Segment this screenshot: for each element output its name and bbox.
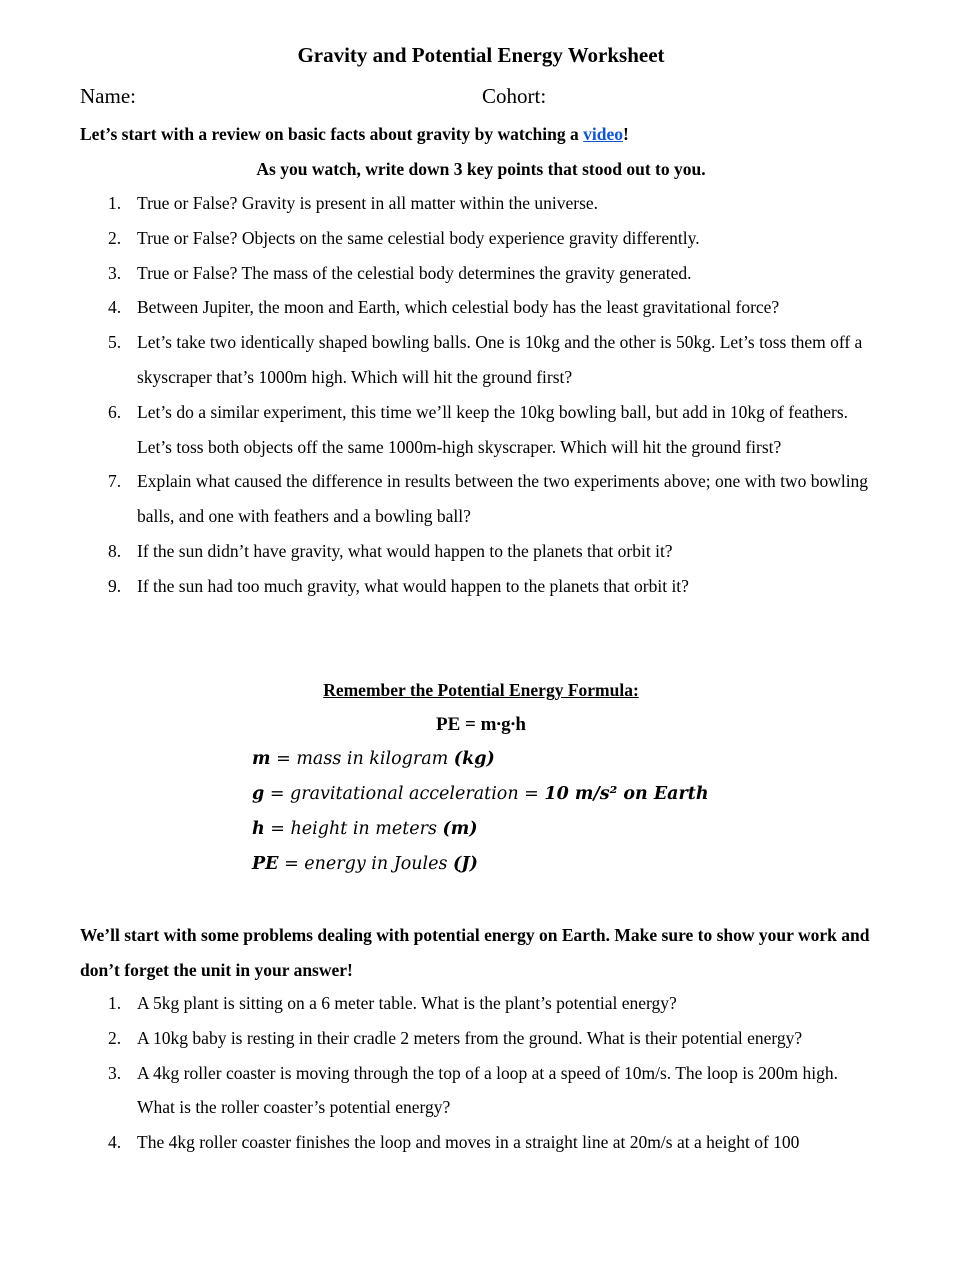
definition-unit: (kg)	[453, 749, 495, 769]
earth-problem-number: 4.	[108, 1132, 122, 1153]
definition-sym: h	[252, 819, 265, 839]
gravity-question-number: 5.	[108, 332, 122, 353]
gravity-question-item	[0, 464, 877, 534]
video-link[interactable]: video	[583, 124, 623, 144]
earth-problems-intro: We’ll start with some problems dealing with potential energy on Earth. Make sure to show your work and don’t forget the unit in your answer!	[80, 925, 870, 980]
gravity-question-text: True or False? The mass of the celestial body determines the gravity generated.	[137, 262, 692, 283]
gravity-question-number: 2.	[108, 227, 122, 248]
formula-heading: Remember the Potential Energy Formula:	[323, 680, 639, 700]
gravity-question-text: Explain what caused the difference in results between the two experiments above; one with two bowling balls, and one with feathers and a bowling ball?	[137, 471, 869, 527]
cohort-label: Cohort:	[482, 84, 547, 108]
gravity-question-list	[0, 186, 877, 604]
definition-unit: (m)	[442, 819, 478, 839]
gravity-question-item	[0, 221, 877, 256]
definition-sym: g	[252, 784, 265, 804]
gravity-question-number: 3.	[108, 262, 122, 283]
earth-problem-number: 1.	[108, 993, 122, 1013]
gravity-question-text: True or False? Gravity is present in all matter within the universe.	[137, 193, 599, 213]
definition-unit: (J)	[453, 854, 478, 874]
earth-problem-item	[0, 1021, 877, 1056]
earth-problem-text: The 4kg roller coaster finishes the loop and moves in a straight line at 20m/s at a height of 100	[137, 1132, 800, 1153]
gravity-question-number: 8.	[108, 540, 122, 561]
gravity-question-number: 9.	[108, 575, 122, 596]
gravity-question-number: 4.	[108, 297, 122, 318]
gravity-question-number: 7.	[108, 471, 122, 492]
definition-sym: PE	[252, 854, 279, 874]
name-label: Name:	[80, 84, 136, 108]
intro-text	[80, 120, 629, 148]
gravity-question-number: 6.	[108, 401, 122, 422]
gravity-question-text: Let’s take two identically shaped bowling balls. One is 10kg and the other is 50kg. Let’s toss them off a skyscraper that’s 1000m high. Which will hit the ground first?	[137, 332, 863, 387]
earth-problem-item	[0, 1125, 877, 1160]
earth-problem-item	[0, 1056, 877, 1126]
formula-definitions	[252, 742, 709, 882]
gravity-question-item	[0, 534, 877, 569]
definition-unit: 10 m/s² on Earth	[544, 784, 709, 804]
gravity-question-item	[0, 569, 877, 604]
intro-text-after: !	[622, 124, 629, 144]
definition-desc: = gravitational acceleration =	[264, 784, 545, 804]
earth-problem-text: A 4kg roller coaster is moving through the top of a loop at a speed of 10m/s. The loop is 200m high. What is the roller coaster’s potential energy?	[137, 1062, 839, 1118]
definition-row	[252, 777, 709, 812]
page-title: Gravity and Potential Energy Worksheet	[297, 43, 665, 67]
definition-row	[252, 742, 709, 777]
definition-desc: = mass in kilogram	[270, 749, 454, 769]
earth-problem-number: 3.	[108, 1062, 122, 1083]
definition-desc: = height in meters	[264, 819, 443, 839]
gravity-question-text: If the sun didn’t have gravity, what would happen to the planets that orbit it?	[137, 540, 673, 561]
definition-desc: = energy in Joules	[278, 854, 454, 874]
watch-instruction: As you watch, write down 3 key points that stood out to you.	[256, 159, 706, 179]
gravity-question-item	[0, 186, 877, 221]
earth-problem-list	[0, 986, 877, 1160]
gravity-question-item	[0, 395, 877, 465]
gravity-question-text: Between Jupiter, the moon and Earth, which celestial body has the least gravitational force?	[137, 297, 780, 318]
intro-text-before: Let’s start with a review on basic facts about gravity by watching a	[80, 124, 584, 144]
earth-problem-text: A 10kg baby is resting in their cradle 2 meters from the ground. What is their potential energy?	[137, 1027, 803, 1048]
definition-row	[252, 847, 709, 882]
earth-problem-item	[0, 986, 877, 1021]
definition-sym: m	[252, 749, 271, 769]
definition-row	[252, 812, 709, 847]
gravity-question-item	[0, 325, 877, 395]
gravity-question-text: True or False? Objects on the same celestial body experience gravity differently.	[137, 227, 700, 248]
potential-energy-formula: PE = m∙g∙h	[436, 714, 526, 735]
earth-problem-text: A 5kg plant is sitting on a 6 meter table. What is the plant’s potential energy?	[137, 993, 677, 1013]
earth-problem-number: 2.	[108, 1027, 122, 1048]
gravity-question-text: Let’s do a similar experiment, this time we’ll keep the 10kg bowling ball, but add in 10kg of feathers. Let’s toss both objects off the same 1000m-high skyscraper. Which will hit the ground first?	[137, 401, 849, 457]
gravity-question-text: If the sun had too much gravity, what would happen to the planets that orbit it?	[137, 575, 689, 596]
gravity-question-item	[0, 290, 877, 325]
gravity-question-item	[0, 256, 877, 291]
gravity-question-number: 1.	[108, 193, 122, 213]
